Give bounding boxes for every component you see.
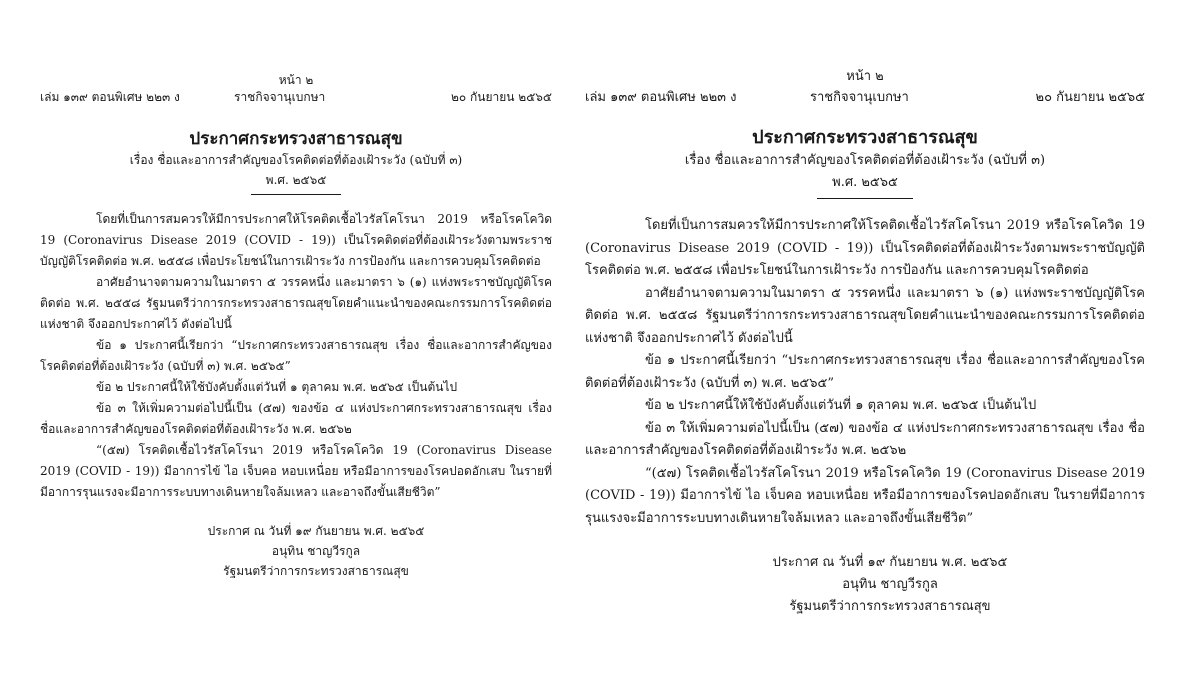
paragraph-item-57: “(๕๗) โรคติดเชื้อไวรัสโคโรนา 2019 หรือโรคโควิด 19 (Coronavirus Disease 2019 (COVID - 19)) มีอาการไข้ ไอ เจ็บคอ หอบเหนื่อย หรือมีอาการของโรคปอดอักเสบ ในรายที่มีอาการรุนแรงจะมีอาการระบบทางเดินหายใจล้มเหลว และอาจถึงขั้นเสียชีวิต” <box>40 443 552 499</box>
header-date: ๒๐ กันยายน ๒๕๖๕ <box>1035 90 1145 105</box>
gazette-header <box>40 88 552 106</box>
announcement-subject: เรื่อง ชื่อและอาการสำคัญของโรคติดต่อที่ต้องเฝ้าระวัง (ฉบับที่ ๓) <box>129 153 463 167</box>
announcement-body <box>40 209 552 503</box>
page-number: หน้า ๒ <box>846 69 884 84</box>
signature-position: รัฐมนตรีว่าการกระทรวงสาธารณสุข <box>223 564 409 578</box>
title-divider <box>251 194 341 195</box>
signature-name: อนุทิน ชาญวีรกูล <box>271 544 361 558</box>
paragraph-clause-1: ข้อ ๑ ประกาศนี้เรียกว่า “ประกาศกระทรวงสาธารณสุข เรื่อง ชื่อและอาการสำคัญของโรคติดต่อที่ต้องเฝ้าระวัง (ฉบับที่ ๓) พ.ศ. ๒๕๖๕” <box>40 338 552 373</box>
header-date: ๒๐ กันยายน ๒๕๖๕ <box>450 90 552 104</box>
title-divider <box>817 198 913 199</box>
paragraph-clause-2: ข้อ ๒ ประกาศนี้ให้ใช้บังคับตั้งแต่วันที่ ๑ ตุลาคม พ.ศ. ๒๕๖๕ เป็นต้นไป <box>96 380 458 394</box>
signature-position: รัฐมนตรีว่าการกระทรวงสาธารณสุข <box>789 599 991 614</box>
header-gazette-name: ราชกิจจานุเบกษา <box>810 90 909 105</box>
announcement-year: พ.ศ. ๒๕๖๕ <box>265 173 327 187</box>
announcement-year: พ.ศ. ๒๕๖๕ <box>832 175 898 190</box>
paragraph-preamble: โดยที่เป็นการสมควรให้มีการประกาศให้โรคติดเชื้อไวรัสโคโรนา 2019 หรือโรคโควิด 19 (Coronavirus Disease 2019 (COVID - 19)) เป็นโรคติดต่อที่ต้องเฝ้าระวังตามพระราชบัญญัติโรคติดต่อ พ.ศ. ๒๕๕๘ เพื่อประโยชน์ในการเฝ้าระวัง การป้องกัน และการควบคุมโรคติดต่อ <box>585 218 1145 278</box>
announcement-title: ประกาศกระทรวงสาธารณสุข <box>752 127 978 148</box>
header-volume: เล่ม ๑๓๙ ตอนพิเศษ ๒๒๓ ง <box>585 90 737 105</box>
paragraph-preamble: โดยที่เป็นการสมควรให้มีการประกาศให้โรคติดเชื้อไวรัสโคโรนา 2019 หรือโรคโควิด 19 (Coronavirus Disease 2019 (COVID - 19)) เป็นโรคติดต่อที่ต้องเฝ้าระวังตามพระราชบัญญัติโรคติดต่อ พ.ศ. ๒๕๕๘ เพื่อประโยชน์ในการเฝ้าระวัง การป้องกัน และการควบคุมโรคติดต่อ <box>40 212 552 268</box>
paragraph-clause-2: ข้อ ๒ ประกาศนี้ให้ใช้บังคับตั้งแต่วันที่ ๑ ตุลาคม พ.ศ. ๒๕๖๕ เป็นต้นไป <box>645 398 1037 413</box>
announcement-body <box>585 215 1145 530</box>
paragraph-clause-1: ข้อ ๑ ประกาศนี้เรียกว่า “ประกาศกระทรวงสาธารณสุข เรื่อง ชื่อและอาการสำคัญของโรคติดต่อที่ต้องเฝ้าระวัง (ฉบับที่ ๓) พ.ศ. ๒๕๖๕” <box>585 353 1145 391</box>
header-gazette-name: ราชกิจจานุเบกษา <box>234 90 326 104</box>
paragraph-item-57: “(๕๗) โรคติดเชื้อไวรัสโคโรนา 2019 หรือโรคโควิด 19 (Coronavirus Disease 2019 (COVID - 19)) มีอาการไข้ ไอ เจ็บคอ หอบเหนื่อย หรือมีอาการของโรคปอดอักเสบ ในรายที่มีอาการรุนแรงจะมีอาการระบบทางเดินหายใจล้มเหลว และอาจถึงขั้นเสียชีวิต” <box>585 465 1145 526</box>
paragraph-authority: อาศัยอำนาจตามความในมาตรา ๕ วรรคหนึ่ง และมาตรา ๖ (๑) แห่งพระราชบัญญัติโรคติดต่อ พ.ศ. ๒๕๕๘ รัฐมนตรีว่าการกระทรวงสาธารณสุขโดยคำแนะนำของคณะกรรมการโรคติดต่อแห่งชาติ จึงออกประกาศไว้ ดังต่อไปนี้ <box>40 275 552 331</box>
page-number: หน้า ๒ <box>278 73 314 87</box>
paragraph-authority: อาศัยอำนาจตามความในมาตรา ๕ วรรคหนึ่ง และมาตรา ๖ (๑) แห่งพระราชบัญญัติโรคติดต่อ พ.ศ. ๒๕๕๘ รัฐมนตรีว่าการกระทรวงสาธารณสุขโดยคำแนะนำของคณะกรรมการโรคติดต่อแห่งชาติ จึงออกประกาศไว้ ดังต่อไปนี้ <box>585 285 1145 346</box>
paragraph-clause-3: ข้อ ๓ ให้เพิ่มความต่อไปนี้เป็น (๕๗) ของข้อ ๔ แห่งประกาศกระทรวงสาธารณสุข เรื่อง ชื่อและอาการสำคัญของโรคติดต่อที่ต้องเฝ้าระวัง พ.ศ. ๒๕๖๒ <box>40 401 552 436</box>
signature-date: ประกาศ ณ วันที่ ๑๙ กันยายน พ.ศ. ๒๕๖๕ <box>207 524 425 538</box>
header-volume: เล่ม ๑๓๙ ตอนพิเศษ ๒๒๓ ง <box>40 90 180 104</box>
signature-date: ประกาศ ณ วันที่ ๑๙ กันยายน พ.ศ. ๒๕๖๕ <box>772 555 1008 570</box>
signature-block <box>40 521 552 581</box>
announcement-subject: เรื่อง ชื่อและอาการสำคัญของโรคติดต่อที่ต้องเฝ้าระวัง (ฉบับที่ ๓) <box>684 153 1046 168</box>
announcement-title: ประกาศกระทรวงสาธารณสุข <box>189 129 403 149</box>
signature-name: อนุทิน ชาญวีรกูล <box>842 577 938 592</box>
document-page-left <box>40 0 552 581</box>
document-page-right <box>585 0 1145 618</box>
paragraph-clause-3: ข้อ ๓ ให้เพิ่มความต่อไปนี้เป็น (๕๗) ของข้อ ๔ แห่งประกาศกระทรวงสาธารณสุข เรื่อง ชื่อและอาการสำคัญของโรคติดต่อที่ต้องเฝ้าระวัง พ.ศ. ๒๕๖๒ <box>585 420 1145 458</box>
gazette-header <box>585 86 1145 106</box>
signature-block <box>585 552 1145 618</box>
